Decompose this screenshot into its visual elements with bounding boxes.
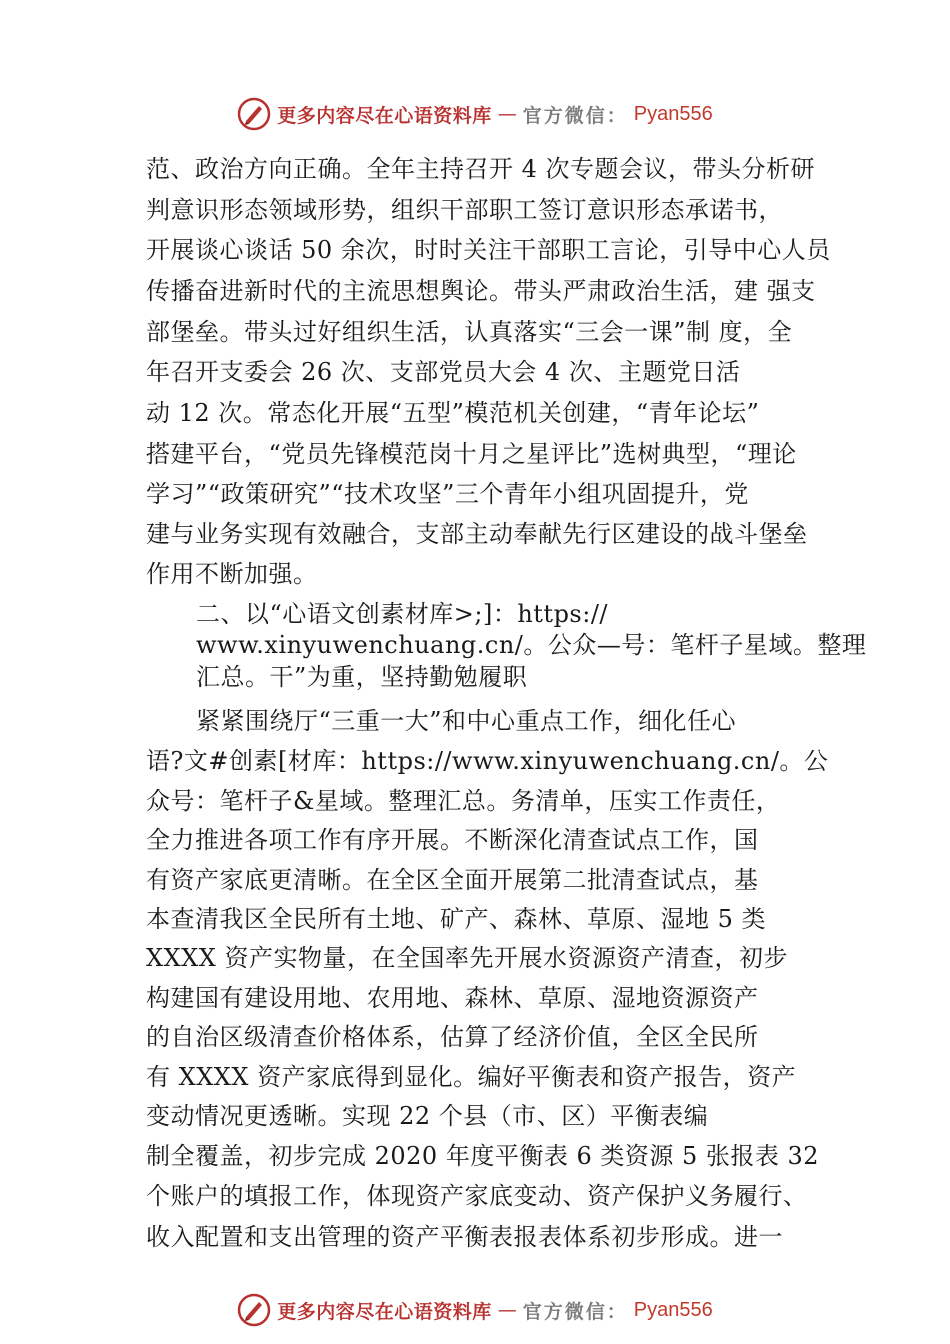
body-line: 搭建平台，“党员先锋模范岗十月之星评比”选树典型，“理论	[146, 440, 797, 468]
body-line: 作用不断加强。	[146, 560, 318, 588]
body-line: 本查清我区全民所有土地、矿产、森林、草原、湿地 5 类	[146, 905, 767, 933]
body-line: 有 XXXX 资产家底得到显化。编好平衡表和资产报告，资产	[146, 1063, 797, 1091]
body-line: 紧紧围绕厅“三重一大”和中心重点工作，细化任心	[196, 707, 737, 735]
body-line: 全力推进各项工作有序开展。不断深化清查试点工作，国	[146, 826, 759, 854]
banner-title: 更多内容尽在心语资料库	[277, 104, 492, 127]
banner-wechat-label: 官方微信：	[522, 1300, 628, 1323]
banner-wechat-id: Pyan556	[633, 102, 713, 125]
body-line: 学习”“政策研究”“技术攻坚”三个青年小组巩固提升，党	[146, 480, 749, 508]
banner-wechat-id: Pyan556	[633, 1298, 713, 1321]
section-heading-line: www.xinyuwenchuang.cn/。公众—号：笔杆子星域。整理	[196, 631, 867, 659]
body-line: 制全覆盖，初步完成 2020 年度平衡表 6 类资源 5 张报表 32	[146, 1142, 820, 1170]
body-line: 变动情况更透晰。实现 22 个县（市、区）平衡表编	[146, 1102, 709, 1130]
body-line: 部堡垒。带头过好组织生活，认真落实“三会一课”制 度，全	[146, 318, 793, 346]
body-line: 的自治区级清查价格体系，估算了经济价值，全区全民所	[146, 1023, 759, 1051]
body-line: 语?文#创素[材库：https://www.xinyuwenchuang.cn/。公	[146, 747, 829, 775]
banner-dash: —	[497, 1299, 517, 1321]
body-line: 众号：笔杆子&星域。整理汇总。务清单，压实工作责任，	[146, 787, 781, 815]
pen-logo-icon	[237, 1293, 271, 1327]
body-line: 传播奋进新时代的主流思想舆论。带头严肃政治生活，建 强支	[146, 277, 816, 305]
body-line: 年召开支委会 26 次、支部党员大会 4 次、主题党日活	[146, 358, 741, 386]
body-line: 个账户的填报工作，体现资产家底变动、资产保护义务履行、	[146, 1182, 808, 1210]
section-heading-line: 汇总。干”为重，坚持勤勉履职	[196, 663, 528, 691]
footer-watermark-banner	[0, 1290, 950, 1330]
body-line: 构建国有建设用地、农用地、森林、草原、湿地资源资产	[146, 984, 759, 1012]
header-watermark-banner	[0, 94, 950, 134]
body-line: XXXX 资产实物量，在全国率先开展水资源资产清查，初步	[146, 944, 788, 972]
body-line: 有资产家底更清晰。在全区全面开展第二批清查试点，基	[146, 866, 759, 894]
body-line: 建与业务实现有效融合，支部主动奉献先行区建设的战斗堡垒	[146, 520, 808, 548]
body-line: 开展谈心谈话 50 余次，时时关注干部职工言论，引导中心人员	[146, 236, 831, 264]
pen-logo-icon	[237, 97, 271, 131]
body-line: 判意识形态领域形势，组织干部职工签订意识形态承诺书，	[146, 196, 783, 224]
banner-dash: —	[497, 103, 517, 125]
body-line: 范、政治方向正确。全年主持召开 4 次专题会议，带头分析研	[146, 155, 816, 183]
banner-title: 更多内容尽在心语资料库	[277, 1300, 492, 1323]
section-heading-line: 二、以“心语文创素材库>;]：https://	[196, 600, 609, 628]
banner-wechat-label: 官方微信：	[522, 104, 628, 127]
body-line: 动 12 次。常态化开展“五型”模范机关创建，“青年论坛”	[146, 399, 760, 427]
body-line: 收入配置和支出管理的资产平衡表报表体系初步形成。进一	[146, 1223, 783, 1251]
